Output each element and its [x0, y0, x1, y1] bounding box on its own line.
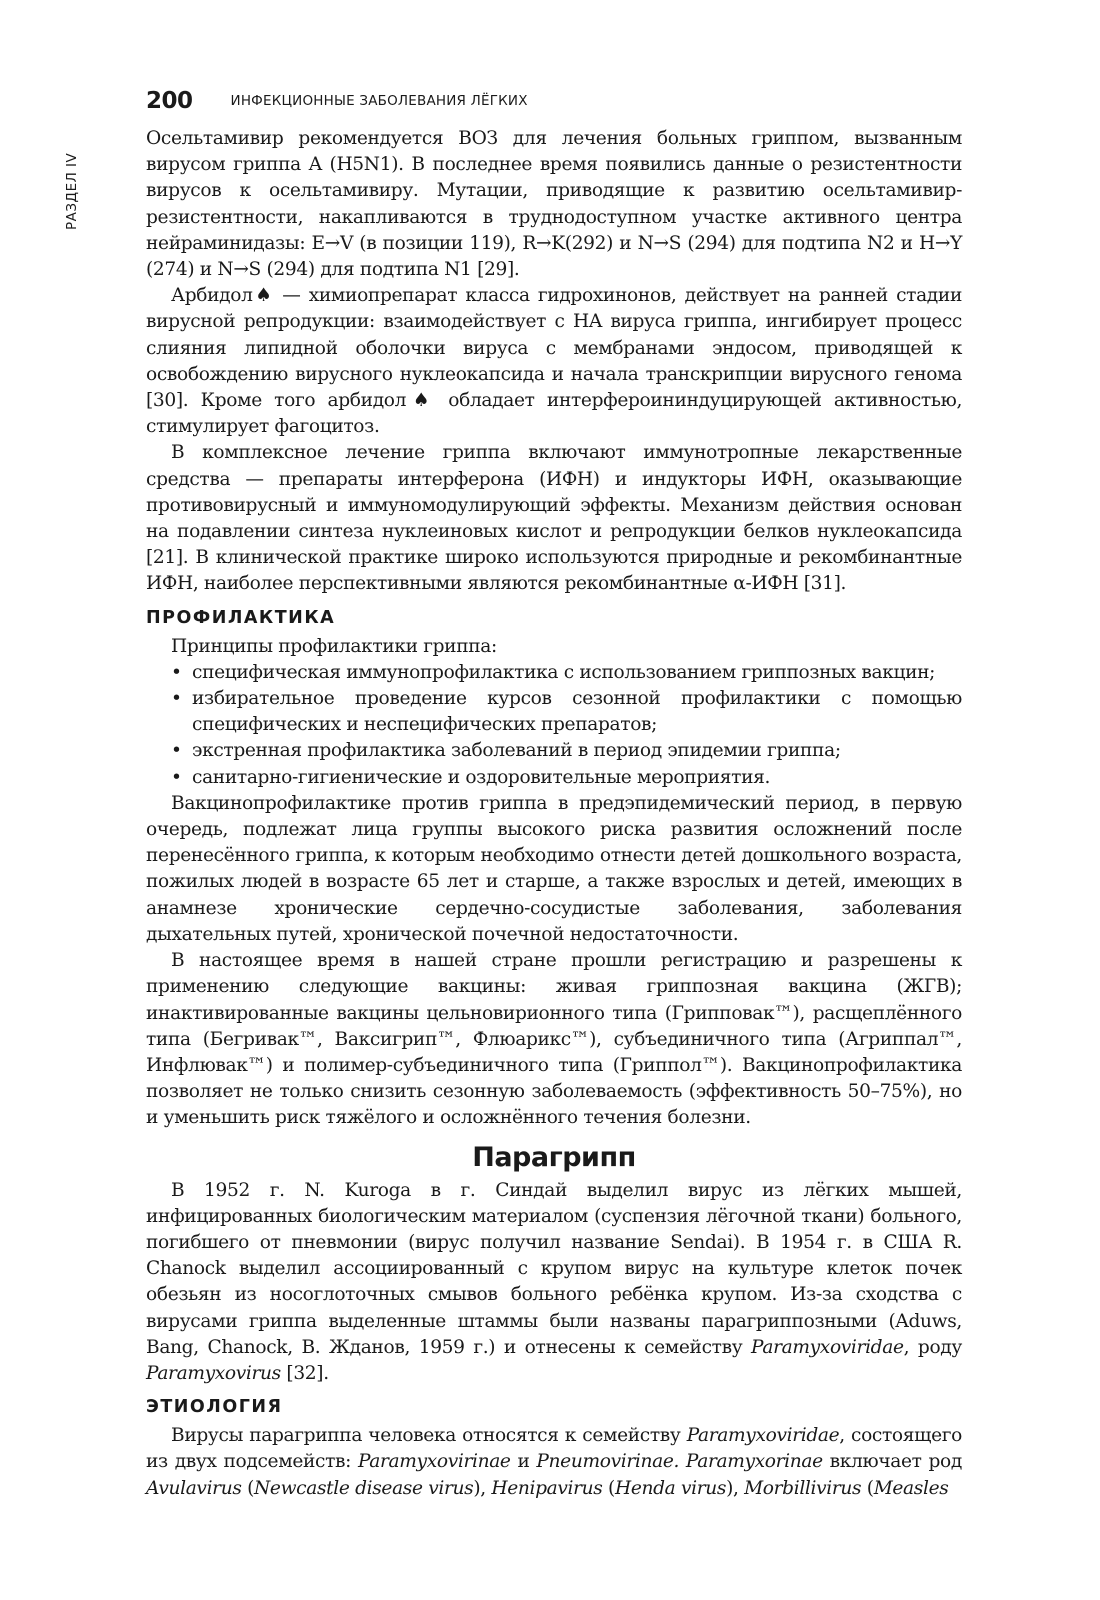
list-item	[146, 765, 962, 791]
text-run: ),	[726, 1477, 745, 1499]
bullet-icon: •	[171, 766, 182, 788]
list-item-text: санитарно-гигиенические и оздоровительные мероприятия.	[192, 766, 771, 788]
section-side-label: РАЗДЕЛ IV	[64, 152, 80, 230]
text-run: Вирусы парагриппа человека относятся к семейству	[171, 1425, 687, 1447]
italic-term: Henda virus	[614, 1477, 727, 1499]
bullet-icon: •	[171, 661, 182, 683]
body-paragraph: Осельтамивир рекомендуется ВОЗ для лечения больных гриппом, вызванным вирусом гриппа A (H5N1). В последнее время появились данные о резистентности вирусов к осельтамивиру. Мутации, приводящие к развитию осельтамивир-резистентности, накапливаются в труднодоступном участке активного центра нейраминидазы: E→V (в позиции 119), R→K(292) и N→S (294) для подтипа N2 и H→Y (274) и N→S (294) для подтипа N1 [29].	[146, 128, 962, 281]
text-run: ),	[473, 1477, 492, 1499]
text-run: и	[510, 1451, 537, 1473]
text-run: [32].	[280, 1362, 329, 1384]
body-paragraph	[146, 1178, 962, 1388]
list-item	[146, 660, 962, 686]
body-paragraph: В комплексное лечение гриппа включают иммунотропные лекарственные средства — препараты интерферона (ИФН) и индукторы ИФН, оказывающие противовирусный и иммуномодулирующий эффекты. Механизм действия основан на подавлении синтеза нуклеиновых кислот и репродукции белков нуклеокапсида [21]. В клинической практике широко используются природные и рекомбинантные ИФН, наиболее перспективными являются рекомбинантные α-ИФН [31].	[146, 442, 962, 595]
bullet-icon: •	[171, 740, 182, 762]
list-item	[146, 686, 962, 738]
section-heading-etiology: ЭТИОЛОГИЯ	[146, 1397, 283, 1418]
bullet-icon: •	[171, 688, 182, 710]
italic-term: Paramyxovirus	[146, 1362, 281, 1384]
list-item	[146, 738, 962, 764]
list-item-text: специфическая иммунопрофилактика с использованием гриппозных вакцин;	[192, 661, 936, 683]
list-lead: Принципы профилактики гриппа:	[171, 635, 497, 657]
italic-term: Henipavirus	[491, 1477, 603, 1499]
prophylaxis-list	[146, 660, 962, 791]
page-header	[146, 84, 528, 118]
page-body	[146, 126, 962, 1502]
italic-term: Measles	[873, 1477, 949, 1499]
running-title: ИНФЕКЦИОННЫЕ ЗАБОЛЕВАНИЯ ЛЁГКИХ	[230, 93, 528, 109]
chapter-title: Парагрипп	[472, 1141, 636, 1173]
list-item-text: избирательное проведение курсов сезонной профилактики с помощью специфических и неспецифических препаратов;	[192, 688, 962, 736]
text-run: (	[861, 1477, 874, 1499]
section-heading-prophylaxis: ПРОФИЛАКТИКА	[146, 607, 336, 628]
body-paragraph: Вакцинопрофилактике против гриппа в предэпидемический период, в первую очередь, подлежат лица группы высокого риска развития осложнений после перенесённого гриппа, к которым необходимо отнести детей дошкольного возраста, пожилых людей в возрасте 65 лет и старше, а также взрослых и детей, имеющих в анамнезе хронические сердечно-сосудистые заболевания, заболевания дыхательных путей, хронической почечной недостаточности.	[146, 792, 962, 945]
italic-term: Pneumovirinae. Paramyxorinae	[536, 1451, 823, 1473]
italic-term: Paramyxovirinae	[357, 1451, 511, 1473]
body-paragraph: В настоящее время в нашей стране прошли регистрацию и разрешены к применению следующие вакцины: живая гриппозная вакцина (ЖГВ); инактивированные вакцины цельновирионного типа (Грипповак™), расщеплённого типа (Бегривак™, Ваксигрип™, Флюарикс™), субъединичного типа (Агриппал™, Инфлювак™) и полимер-субъединичного типа (Гриппол™). Вакцинопрофилактика позволяет не только снизить сезонную заболеваемость (эффективность 50–75%), но и уменьшить риск тяжёлого и осложнённого течения болезни.	[146, 950, 962, 1129]
italic-term: Paramyxoviridae	[751, 1336, 904, 1358]
text-run: , роду	[903, 1336, 962, 1358]
text-run: включает род	[822, 1451, 962, 1473]
list-item-text: экстренная профилактика заболеваний в период эпидемии гриппа;	[192, 740, 841, 762]
body-paragraph	[146, 1423, 962, 1502]
italic-term: Newcastle disease virus	[254, 1477, 474, 1499]
italic-term: Avulavirus	[146, 1477, 242, 1499]
text-run: В 1952 г. N. Kuroga в г. Синдай выделил вирус из лёгких мышей, инфицированных биологическим материалом (суспензия лёгочной ткани) больного, погибшего от пневмонии (вирус получил название Sendai). В 1954 г. в США R. Chanock выделил ассоциированный с крупом вирус на культуре клеток почек обезьян из носоглоточных смывов больного ребёнка крупом. Из-за сходства с вирусами гриппа выделенные штаммы были названы парагриппозными (Aduws, Bang, Chanock, В. Жданов, 1959 г.) и отнесены к семейству	[146, 1179, 962, 1358]
text-run: (	[602, 1477, 615, 1499]
text-run: , состоящего из двух подсемейств:	[146, 1425, 962, 1473]
body-paragraph: Арбидол♠ — химиопрепарат класса гидрохинонов, действует на ранней стадии вирусной репродукции: взаимодействует с HA вируса гриппа, ингибирует процесс слияния липидной оболочки вируса с мембранами эндосом, приводящей к освобождению вирусного нуклеокапсида и начала транскрипции вирусного генома [30]. Кроме того арбидол♠ обладает интерфероининдуцирующей активностью, стимулирует фагоцитоз.	[146, 285, 962, 438]
italic-term: Morbillivirus	[744, 1477, 862, 1499]
text-run: (	[241, 1477, 255, 1499]
italic-term: Paramyxoviridae	[686, 1425, 840, 1447]
page-number: 200	[146, 88, 193, 114]
